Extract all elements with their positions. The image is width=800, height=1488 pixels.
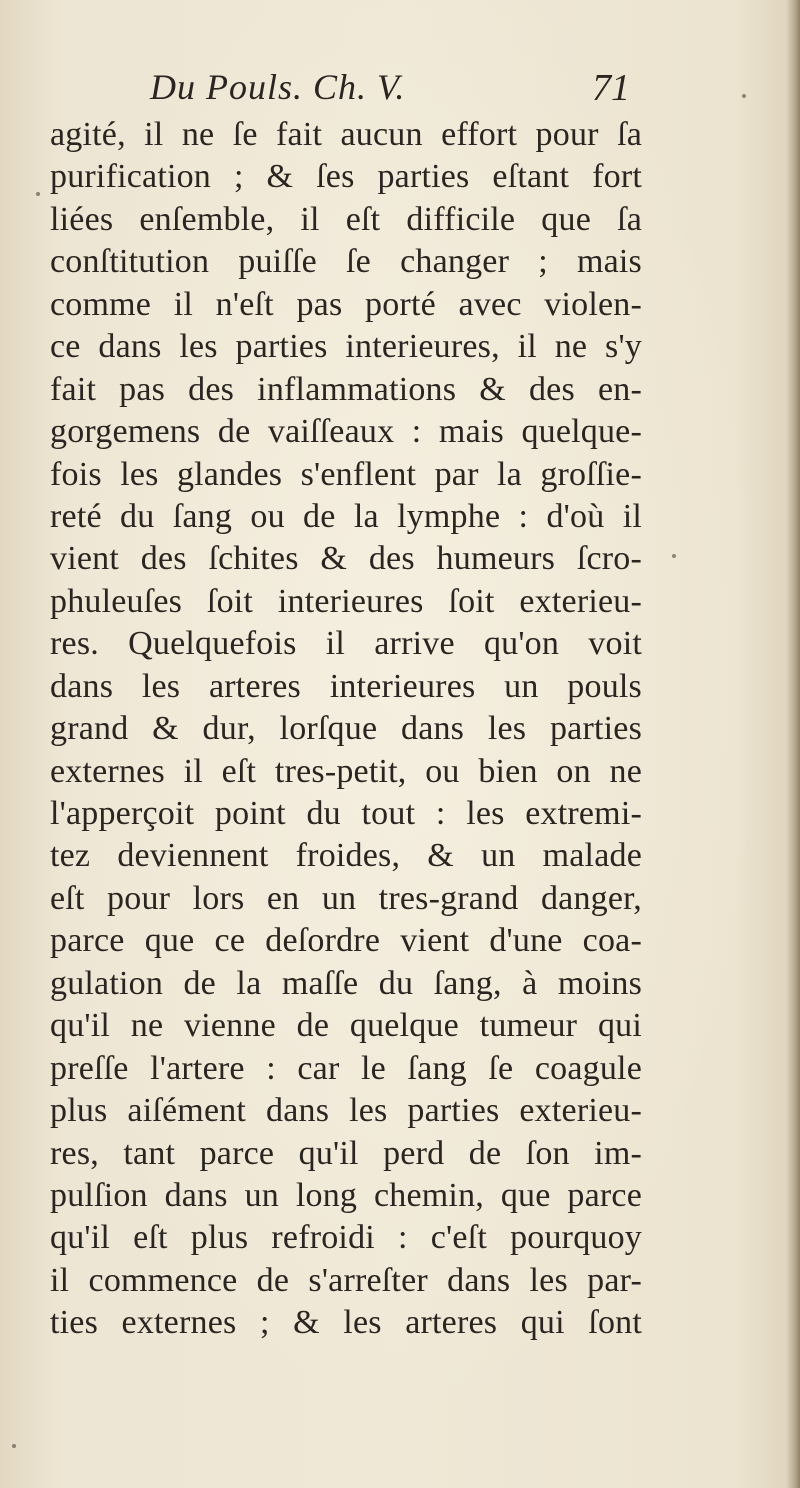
text-line: phuleuſes ſoit interieures ſoit exterieu-: [50, 582, 642, 620]
text-line: agité, il ne ſe fait aucun effort pour ſa: [50, 116, 642, 153]
text-line: comme il n'eſt pas porté avec violen-: [50, 285, 642, 323]
paper-speck: [36, 192, 40, 196]
text-line: qu'il ne vienne de quelque tumeur qui: [50, 1007, 642, 1045]
text-line: preſſe l'artere : car le ſang ſe coagule: [50, 1049, 642, 1087]
text-line: res, tant parce qu'il perd de ſon im-: [50, 1134, 642, 1172]
page-edge-shadow: [786, 0, 800, 1488]
text-line: ties externes ; & les arteres qui ſont: [50, 1304, 642, 1342]
text-line: l'apperçoit point du tout : les extremi-: [50, 795, 642, 832]
text-line: parce que ce deſordre vient d'une coa-: [50, 922, 642, 960]
text-line: fois les glandes s'enflent par la groſſie-: [50, 455, 642, 493]
text-line: externes il eſt tres-petit, ou bien on ne: [50, 752, 642, 790]
text-line: purification ; & ſes parties eſtant fort: [50, 158, 642, 196]
paper-speck: [672, 554, 676, 558]
text-line: gorgemens de vaiſſeaux : mais quelque-: [50, 413, 642, 451]
text-line: grand & dur, lorſque dans les parties: [50, 710, 642, 748]
paper-speck: [12, 1444, 16, 1448]
page-header: [150, 66, 630, 116]
text-line: plus aiſément dans les parties exterieu-: [50, 1092, 642, 1130]
text-line: pulſion dans un long chemin, que parce: [50, 1176, 642, 1214]
text-line: qu'il eſt plus refroidi : c'eſt pourquoy: [50, 1219, 642, 1257]
text-line: vient des ſchites & des humeurs ſcro-: [50, 540, 642, 578]
text-line: gulation de la maſſe du ſang, à moins: [50, 964, 642, 1002]
text-line: ce dans les parties interieures, il ne s'y: [50, 328, 642, 366]
text-line: res. Quelquefois il arrive qu'on voit: [50, 625, 642, 663]
paper-speck: [742, 94, 746, 98]
running-title: Du Pouls. Ch. V.: [150, 67, 406, 107]
text-line: conſtitution puiſſe ſe changer ; mais: [50, 243, 642, 281]
text-line: dans les arteres interieures un pouls: [50, 667, 642, 705]
text-line: fait pas des inflammations & des en-: [50, 370, 642, 408]
body-text: [50, 114, 642, 1345]
text-line: liées enſemble, il eſt difficile que ſa: [50, 200, 642, 238]
text-line: reté du ſang ou de la lymphe : d'où il: [50, 497, 642, 535]
text-line: tez deviennent froides, & un malade: [50, 837, 642, 875]
text-line: eſt pour lors en un tres-grand danger,: [50, 879, 642, 917]
text-line: il commence de s'arreſter dans les par-: [50, 1261, 642, 1299]
page-number: 71: [592, 67, 630, 109]
